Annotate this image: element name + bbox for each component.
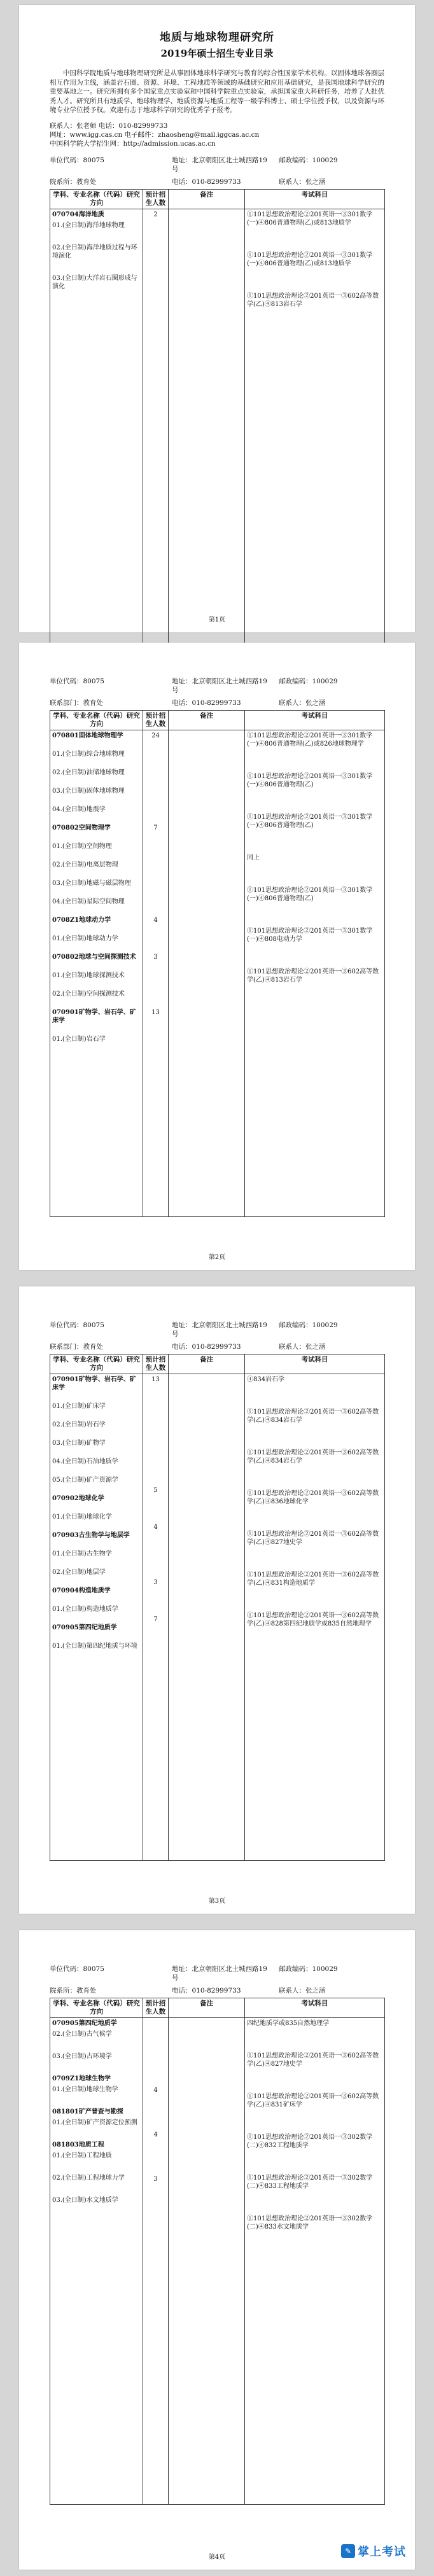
document-page-1 bbox=[19, 5, 415, 632]
major-entry: 03.(全日制)固体地球物理 bbox=[52, 788, 125, 795]
header-major: 学科、专业名称（代码）研究方向 bbox=[50, 1998, 143, 2018]
exam-subjects: ①101思想政治理论②201英语一③301数学(一)④808电动力学 bbox=[247, 928, 373, 943]
dept-info-row bbox=[50, 1985, 384, 1998]
major-entry: 02.(全日制)空间探测技术 bbox=[52, 991, 125, 998]
exam-subjects: 四纪地质学或835自然地理学 bbox=[247, 2020, 330, 2027]
unit-zip: 邮政编码：100029 bbox=[279, 1321, 338, 1329]
unit-address: 地址：北京朝阳区北土城西路19号 bbox=[172, 1965, 267, 1982]
contact-dept: 联系部门：教育处 bbox=[50, 1343, 103, 1351]
enrollment-number bbox=[145, 1394, 166, 1402]
enrollment-number: 3 bbox=[153, 2176, 158, 2183]
major-entry: 04.(全日制)地震学 bbox=[52, 806, 106, 813]
page-footer: 第4页 bbox=[208, 2554, 226, 2561]
unit-zip: 邮政编码：100029 bbox=[279, 678, 338, 685]
phone-label: 电话：010-82999733 bbox=[172, 1987, 241, 1995]
enrollment-number: 7 bbox=[153, 1616, 158, 1623]
major-entry: 02.(全日制)电离层物理 bbox=[52, 861, 118, 868]
major-heading: 070905第四纪地质学 bbox=[52, 1624, 117, 1631]
enrollment-number bbox=[145, 879, 166, 888]
document-subtitle: 2019年硕士招生专业目录 bbox=[160, 48, 274, 59]
contact-dept: 联系部门：教育处 bbox=[50, 699, 103, 707]
enrollment-number bbox=[145, 842, 166, 851]
major-heading: 070904构造地质学 bbox=[52, 1587, 111, 1594]
major-entry: 03.(全日制)矿物学 bbox=[52, 1440, 106, 1447]
enrollment-number bbox=[145, 1431, 166, 1439]
dept-label: 院系所：教育处 bbox=[50, 1987, 97, 1995]
header-num: 预计招生人数 bbox=[143, 1354, 169, 1374]
contact-line: 中国科学院大学招生网：http://admission.ucas.ac.cn bbox=[50, 139, 216, 148]
exams-cell bbox=[245, 730, 385, 1217]
unit-info-row bbox=[50, 676, 384, 697]
exam-subjects: ①101思想政治理论②201英语一③602高等数学(乙)④834岩石学 bbox=[247, 1409, 379, 1424]
exam-subjects: ①101思想政治理论②201英语一③602高等数学(乙)④831矿床学 bbox=[247, 2093, 379, 2108]
page-footer: 第1页 bbox=[208, 616, 226, 623]
header-num: 预计招生人数 bbox=[143, 189, 169, 209]
major-entry: 01.(全日制)空间物理 bbox=[52, 843, 112, 850]
exam-subjects: ①101思想政治理论②201英语一③301数学(一)④806普通物理(乙) bbox=[247, 773, 373, 788]
exams-cell bbox=[245, 2018, 385, 2505]
major-heading: 070802空间物理学 bbox=[52, 825, 111, 832]
exam-subjects: ①101思想政治理论②201英语一③602高等数学(乙)④813岩石学 bbox=[247, 968, 379, 984]
enrollment-number bbox=[145, 990, 166, 998]
contact-block bbox=[50, 122, 384, 148]
unit-zip: 邮政编码：100029 bbox=[279, 156, 338, 164]
major-heading: 0709Z1地球生物学 bbox=[52, 2075, 111, 2082]
exam-subjects: ①101思想政治理论②201英语一③602高等数学(乙)④836地球化学 bbox=[247, 1490, 379, 1505]
header-num: 预计招生人数 bbox=[143, 1998, 169, 2018]
unit-address: 地址：北京朝阳区北土城西路19号 bbox=[172, 1321, 267, 1338]
enrollment-number bbox=[145, 255, 166, 263]
enrollment-number bbox=[145, 935, 166, 943]
header-num: 预计招生人数 bbox=[143, 711, 169, 730]
major-entry: 02.(全日制)油储地球物理 bbox=[52, 769, 125, 776]
enrollment-number bbox=[145, 233, 166, 241]
table-header-row bbox=[50, 1998, 385, 2018]
phone-label: 电话：010-82999733 bbox=[172, 178, 241, 186]
header-major: 学科、专业名称（代码）研究方向 bbox=[50, 189, 143, 209]
page-footer: 第2页 bbox=[208, 1254, 226, 1261]
major-heading: 081803地质工程 bbox=[52, 2141, 104, 2148]
exams-cell bbox=[245, 1374, 385, 1861]
unit-info-row bbox=[50, 155, 384, 176]
major-heading: 070905第四纪地质学 bbox=[52, 2020, 117, 2027]
enrollment-number bbox=[145, 2042, 166, 2050]
enrollment-number bbox=[145, 2242, 166, 2250]
major-entry: 03.(全日制)大洋岩石圈形成与演化 bbox=[52, 274, 137, 290]
major-entry: 02.(全日制)地层学 bbox=[52, 1569, 106, 1576]
major-entry: 02.(全日制)古气候学 bbox=[52, 2031, 112, 2038]
major-entry: 05.(全日制)矿产资源学 bbox=[52, 1477, 118, 1484]
person-label: 联系人：张之涵 bbox=[279, 1343, 326, 1351]
header-note: 备注 bbox=[169, 1354, 245, 1374]
exam-subjects: ①101思想政治理论②201英语一③302数学(二)④833水文地质学 bbox=[247, 2215, 373, 2231]
exam-subjects: ①101思想政治理论②201英语一③301数学(一)④806普通物理(乙)或813地质学 bbox=[247, 251, 373, 267]
major-heading: 070903古生物学与地层学 bbox=[52, 1532, 130, 1539]
enrollment-number bbox=[145, 1412, 166, 1421]
majors-cell bbox=[50, 730, 143, 1217]
unit-info-row bbox=[50, 1963, 384, 1985]
enrollment-number bbox=[145, 1542, 166, 1550]
dept-info-row bbox=[50, 697, 384, 710]
header-major: 学科、专业名称（代码）研究方向 bbox=[50, 1354, 143, 1374]
exam-subjects: ①101思想政治理论②201英语一③602高等数学(乙)④827地史学 bbox=[247, 1531, 379, 1546]
catalog-table bbox=[50, 1998, 385, 2505]
major-entry: 01.(全日制)地球生物学 bbox=[52, 2086, 118, 2093]
note-cell bbox=[169, 1374, 245, 1861]
table-header-row bbox=[50, 711, 385, 730]
watermark-badge-icon: ✎ bbox=[341, 2544, 355, 2558]
major-entry: 01.(全日制)地球探测技术 bbox=[52, 972, 125, 979]
document-page-3 bbox=[19, 1286, 415, 1914]
table-header-row bbox=[50, 189, 385, 209]
contact-line: 网址：www.igg.cas.cn 电子邮件：zhaosheng@mail.iggcas.ac.cn bbox=[50, 130, 260, 139]
catalog-table bbox=[50, 1354, 385, 1861]
major-heading: 070901矿物学、岩石学、矿床学 bbox=[52, 1376, 136, 1391]
major-entry: 01.(全日制)地球化学 bbox=[52, 1514, 112, 1521]
enrollment-number: 5 bbox=[153, 1487, 158, 1494]
note-cell bbox=[169, 2018, 245, 2505]
major-entry: 01.(全日制)地球动力学 bbox=[52, 935, 118, 942]
table-header-row bbox=[50, 1354, 385, 1374]
major-heading: 070902地球化学 bbox=[52, 1495, 104, 1502]
unit-info-row bbox=[50, 1319, 384, 1341]
enrollment-number bbox=[145, 277, 166, 286]
major-entry: 01.(全日制)第四纪地质与环境 bbox=[52, 1643, 137, 1650]
major-entry: 02.(全日制)岩石学 bbox=[52, 1421, 106, 1428]
exam-subjects: ①101思想政治理论②201英语一③602高等数学(乙)④813岩石学 bbox=[247, 292, 379, 308]
major-heading: 0708Z1地球动力学 bbox=[52, 917, 111, 924]
table-row bbox=[50, 1374, 385, 1861]
enrollment-number bbox=[145, 1505, 166, 1513]
header-note: 备注 bbox=[169, 1998, 245, 2018]
major-entry: 04.(全日制)星际空间物理 bbox=[52, 898, 125, 905]
exam-subjects: ①101思想政治理论②201英语一③602高等数学(乙)④827地史学 bbox=[247, 2052, 379, 2068]
table-row bbox=[50, 730, 385, 1217]
major-entry: 01.(全日制)矿产资源定位预测 bbox=[52, 2119, 137, 2126]
enrollment-number bbox=[145, 805, 166, 814]
note-cell bbox=[169, 730, 245, 1217]
header-note: 备注 bbox=[169, 189, 245, 209]
nums-cell bbox=[143, 730, 169, 1217]
dept-info-row bbox=[50, 1341, 384, 1354]
nums-cell bbox=[143, 1374, 169, 1861]
table-row bbox=[50, 2018, 385, 2505]
unit-address: 地址：北京朝阳区北土城西路19号 bbox=[172, 156, 267, 173]
unit-address: 地址：北京朝阳区北土城西路19号 bbox=[172, 678, 267, 694]
enrollment-number: 2 bbox=[153, 211, 158, 218]
enrollment-number bbox=[145, 1449, 166, 1458]
enrollment-number: 3 bbox=[153, 1579, 158, 1586]
phone-label: 电话：010-82999733 bbox=[172, 1343, 241, 1351]
enrollment-number bbox=[145, 750, 166, 758]
header-exam: 考试科目 bbox=[245, 1354, 385, 1374]
watermark-text: 掌上考试 bbox=[358, 2545, 406, 2559]
unit-zip: 邮政编码：100029 bbox=[279, 1965, 338, 1973]
contact-line: 联系人：张老师 电话：010-82999733 bbox=[50, 122, 168, 130]
exam-subjects: ①101思想政治理论②201英语一③301数学(一)④806普通物理(乙)或826地球物理学 bbox=[247, 732, 373, 748]
exam-subjects: ①101思想政治理论②201英语一③302数学(二)④832工程地质学 bbox=[247, 2134, 373, 2149]
unit-code: 单位代码：80075 bbox=[50, 1965, 104, 1973]
enrollment-number: 4 bbox=[153, 1524, 158, 1531]
enrollment-number bbox=[145, 769, 166, 777]
exam-subjects: ①101思想政治理论②201英语一③301数学(一)④806普通物理(乙)或813地质学 bbox=[247, 211, 373, 226]
major-entry: 01.(全日制)矿床学 bbox=[52, 1403, 106, 1410]
major-entry: 01.(全日制)综合地球物理 bbox=[52, 751, 125, 758]
enrollment-number bbox=[145, 971, 166, 980]
header-note: 备注 bbox=[169, 711, 245, 730]
exam-subjects: ①101思想政治理论②201英语一③301数学(一)④806普通物理(乙) bbox=[247, 814, 373, 829]
enrollment-number bbox=[145, 1597, 166, 1605]
major-heading: 070801固体地球物理学 bbox=[52, 732, 123, 739]
page-footer: 第3页 bbox=[208, 1898, 226, 1905]
enrollment-number bbox=[145, 2019, 166, 2028]
exam-subjects: ①101思想政治理论②201英语一③602高等数学(乙)④834岩石学 bbox=[247, 1449, 379, 1465]
majors-cell bbox=[50, 1374, 143, 1861]
document-page-4 bbox=[19, 1930, 415, 2570]
major-entry: 02.(全日制)工程地球力学 bbox=[52, 2175, 125, 2182]
enrollment-number: 13 bbox=[151, 1009, 160, 1016]
header-major: 学科、专业名称（代码）研究方向 bbox=[50, 711, 143, 730]
header-exam: 考试科目 bbox=[245, 1998, 385, 2018]
header-exam: 考试科目 bbox=[245, 711, 385, 730]
enrollment-number: 24 bbox=[151, 732, 160, 739]
intro-paragraph: 中国科学院地质与地球物理研究所是从事固体地球科学研究与教育的综合性国家学术机构。以固体地球各圈层相互作用为主线，涵盖岩石圈、资源、环境、工程地质等领域的基础研究和应用基础研究，是我国地球科学研究的重要基地之一。研究所拥有多个国家重点实验室和中国科学院重点实验室，承担国家重大科研任务，培养了大批优秀人才。研究所具有地质学、地球物理学、地质资源与地质工程等一级学科博士、硕士学位授予权，以及资源与环境专业学位授予权。欢迎有志于地球科学研究的优秀学子报考。 bbox=[50, 69, 384, 114]
enrollment-number: 4 bbox=[153, 917, 158, 924]
major-heading: 070802地球与空间探测技术 bbox=[52, 954, 136, 961]
enrollment-number bbox=[145, 898, 166, 906]
enrollment-number bbox=[145, 1468, 166, 1476]
enrollment-number bbox=[145, 787, 166, 795]
major-entry: 04.(全日制)石油地质学 bbox=[52, 1458, 118, 1465]
phone-label: 电话：010-82999733 bbox=[172, 699, 241, 707]
enrollment-number bbox=[145, 1560, 166, 1568]
dept-label: 院系所：教育处 bbox=[50, 178, 97, 186]
exam-subjects: ①101思想政治理论②201英语一③302数学(二)④833工程地质学 bbox=[247, 2175, 373, 2190]
major-entry: 03.(全日制)地磁与磁层物理 bbox=[52, 880, 131, 887]
enrollment-number bbox=[145, 2153, 166, 2161]
enrollment-number: 7 bbox=[153, 825, 158, 832]
major-entry: 01.(全日制)工程地质 bbox=[52, 2152, 112, 2159]
exam-subjects: ④834岩石学 bbox=[247, 1376, 285, 1383]
major-heading: 081801矿产普查与勘探 bbox=[52, 2108, 123, 2115]
exam-subjects: ①101思想政治理论②201英语一③602高等数学(乙)④831构造地质学 bbox=[247, 1571, 379, 1587]
enrollment-number bbox=[145, 861, 166, 869]
enrollment-number bbox=[145, 1027, 166, 1035]
dept-info-row bbox=[50, 176, 384, 189]
person-label: 联系人：张之涵 bbox=[279, 1987, 326, 1995]
major-entry: 01.(全日制)岩石学 bbox=[52, 1036, 106, 1043]
person-label: 联系人：张之涵 bbox=[279, 178, 326, 186]
major-entry: 01.(全日制)古生物学 bbox=[52, 1550, 112, 1557]
major-entry: 03.(全日制)水文地质学 bbox=[52, 2197, 118, 2204]
exam-subjects: ①101思想政治理论②201英语一③301数学(一)④806普通物理(乙) bbox=[247, 887, 373, 902]
exam-subjects: 同上 bbox=[247, 854, 260, 861]
unit-code: 单位代码：80075 bbox=[50, 678, 104, 685]
enrollment-number: 4 bbox=[153, 2087, 158, 2094]
unit-code: 单位代码：80075 bbox=[50, 156, 104, 164]
catalog-table bbox=[50, 710, 385, 1217]
enrollment-number bbox=[145, 2108, 166, 2117]
enrollment-number: 13 bbox=[151, 1376, 160, 1383]
major-entry: 01.(全日制)海洋地球物理 bbox=[52, 221, 125, 229]
person-label: 联系人：张之涵 bbox=[279, 699, 326, 707]
exam-subjects: ①101思想政治理论②201英语一③602高等数学(乙)④828第四纪地质学或835自然地理学 bbox=[247, 1612, 379, 1627]
nums-cell bbox=[143, 2018, 169, 2505]
enrollment-number bbox=[145, 1634, 166, 1642]
header-exam: 考试科目 bbox=[245, 189, 385, 209]
enrollment-number: 4 bbox=[153, 2131, 158, 2138]
major-entry: 02.(全日制)海洋地质过程与环境演化 bbox=[52, 244, 137, 260]
document-page-2 bbox=[19, 643, 415, 1270]
document-title: 地质与地球物理研究所 bbox=[160, 31, 274, 44]
watermark-logo bbox=[323, 2540, 406, 2562]
enrollment-number bbox=[145, 2220, 166, 2228]
enrollment-number bbox=[145, 2064, 166, 2072]
major-entry: 01.(全日制)构造地质学 bbox=[52, 1606, 118, 1613]
enrollment-number bbox=[145, 2197, 166, 2206]
majors-cell bbox=[50, 2018, 143, 2505]
unit-code: 单位代码：80075 bbox=[50, 1321, 104, 1329]
major-heading: 070901矿物学、岩石学、矿床学 bbox=[52, 1009, 136, 1024]
enrollment-number: 3 bbox=[153, 954, 158, 961]
major-entry: 03.(全日制)古环境学 bbox=[52, 2053, 112, 2060]
major-heading: 070704海洋地质 bbox=[52, 211, 104, 218]
